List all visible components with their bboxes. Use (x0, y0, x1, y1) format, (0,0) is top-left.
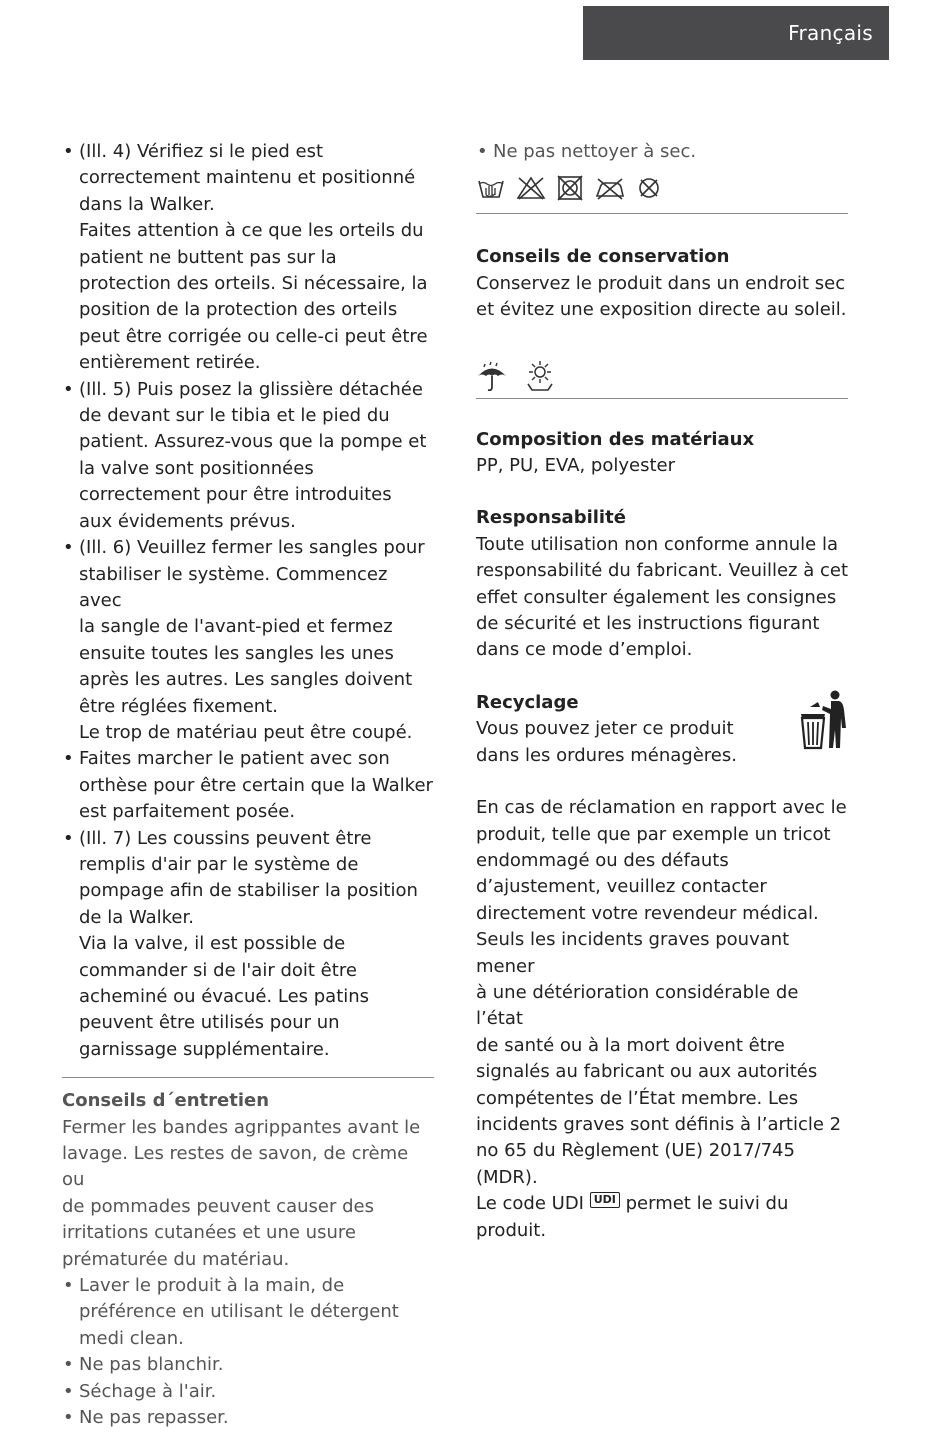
complaint-section (476, 795, 848, 1244)
left-column (62, 139, 434, 1432)
text-line: lavage. Les restes de savon, de crème ou (62, 1143, 409, 1191)
text-line: directement votre revendeur médical. (476, 902, 819, 924)
text-line: orthèse pour être certain que la Walker (79, 774, 433, 796)
text-line: patient. Assurez-vous que la pompe et (79, 431, 427, 453)
list-item (62, 377, 434, 535)
no-dry-clean-icon (636, 175, 662, 201)
list-item (62, 1273, 434, 1352)
list-item (62, 139, 434, 377)
text-line: incidents graves sont définis à l’article 2 (476, 1113, 842, 1135)
text-line: Conservez le produit dans un endroit sec (476, 272, 846, 294)
text-line: • Ne pas repasser. (79, 1407, 229, 1429)
udi-line (476, 1191, 848, 1217)
no-tumble-dry-icon (556, 175, 584, 201)
text-line: remplis d'air par le système de (79, 853, 359, 875)
text-line: • (Ill. 5) Puis posez la glissière détachée (79, 378, 423, 400)
text-line: de sécurité et les instructions figurant (476, 613, 820, 635)
udi-text-after: permet le suivi du (625, 1193, 789, 1215)
recycling-text (476, 716, 848, 769)
no-bleach-icon (516, 175, 546, 201)
text-line: Seuls les incidents graves pouvant mener (476, 929, 790, 977)
text-line: dans les ordures ménagères. (476, 744, 737, 766)
text-line: endommagé ou des défauts (476, 849, 729, 871)
materials-text: PP, PU, EVA, polyester (476, 455, 675, 477)
udi-icon: UDI (590, 1192, 620, 1208)
text-line: • Laver le produit à la main, de (79, 1275, 345, 1297)
text-line: aux évidements prévus. (79, 510, 296, 532)
text-line: Le trop de matériau peut être coupé. (79, 721, 413, 743)
text-line: effet consulter également les consignes (476, 586, 837, 608)
text-line: Faites attention à ce que les orteils du (79, 220, 424, 242)
text-line: après les autres. Les sangles doivent (79, 669, 413, 691)
instruction-list (62, 139, 434, 1063)
text-line: En cas de réclamation en rapport avec le (476, 797, 847, 819)
text-line: • (Ill. 7) Les coussins peuvent être (79, 827, 372, 849)
care-list (62, 1273, 434, 1431)
text-line: medi clean. (79, 1327, 184, 1349)
text-line: produit, telle que par exemple un tricot (476, 823, 831, 845)
text-line: entièrement retirée. (79, 352, 261, 374)
text-line: commander si de l'air doit être (79, 959, 357, 981)
liability-heading: Responsabilité (476, 507, 626, 529)
text-line: Vous pouvez jeter ce produit (476, 718, 734, 740)
text-line: est parfaitement posée. (79, 801, 296, 823)
text-line: • Séchage à l'air. (79, 1380, 217, 1402)
language-tab: Français (583, 6, 889, 60)
text-line: stabiliser le système. Commencez avec (79, 563, 388, 611)
liability-section (476, 505, 848, 663)
care-heading: Conseils d´entretien (62, 1090, 270, 1112)
text-line: • Ne pas blanchir. (79, 1354, 224, 1376)
divider (476, 398, 848, 399)
text-line: de devant sur le tibia et le pied du (79, 405, 390, 427)
text-line: être réglées fixement. (79, 695, 278, 717)
text-line: position de la protection des orteils (79, 299, 398, 321)
text-line: de santé ou à la mort doivent être (476, 1034, 785, 1056)
right-column (476, 139, 848, 1244)
hand-wash-icon (476, 175, 506, 201)
storage-heading: Conseils de conservation (476, 246, 730, 268)
storage-text (476, 271, 848, 324)
recycling-section (476, 690, 848, 769)
text-line: signalés au fabricant ou aux autorités (476, 1061, 818, 1083)
divider (476, 213, 848, 214)
care-intro (62, 1115, 434, 1273)
udi-text-before: Le code UDI (476, 1193, 584, 1215)
list-item (62, 1352, 434, 1378)
liability-text (476, 532, 848, 664)
text-line: peut être corrigée ou celle-ci peut être (79, 325, 428, 347)
text-line: à une détérioration considérable de l’état (476, 981, 799, 1030)
list-item (62, 746, 434, 825)
list-item (62, 1379, 434, 1405)
text-line: garnissage supplémentaire. (79, 1038, 330, 1060)
text-line: dans la Walker. (79, 193, 215, 215)
text-line: la valve sont positionnées (79, 457, 314, 479)
care-section (62, 1088, 434, 1431)
care-symbols (476, 171, 848, 205)
text-line: compétentes de l’État membre. Les (476, 1087, 799, 1109)
text-line: • (Ill. 6) Veuillez fermer les sangles pour (79, 537, 425, 559)
text-line: pompage afin de stabiliser la position (79, 880, 418, 902)
text-line: • (Ill. 4) Vérifiez si le pied est (79, 141, 324, 162)
trash-bin-icon (798, 690, 850, 754)
no-iron-icon (594, 175, 626, 201)
text-line: acheminé ou évacué. Les patins (79, 986, 370, 1007)
text-line: de pommades peuvent causer des (62, 1195, 374, 1217)
text-line: ensuite toutes les sangles les unes (79, 642, 394, 664)
text-line: responsabilité du fabricant. Veuillez à cet (476, 560, 849, 582)
storage-section (476, 244, 848, 323)
list-item (62, 535, 434, 746)
text-line: Fermer les bandes agrippantes avant le (62, 1116, 421, 1138)
text-line: dans ce mode d’emploi. (476, 639, 693, 661)
text-line: préférence en utilisant le détergent (79, 1301, 399, 1323)
complaint-text (476, 795, 848, 1191)
recycling-heading: Recyclage (476, 691, 579, 713)
text-line: correctement pour être introduites (79, 484, 392, 506)
keep-away-from-sunlight-icon (522, 360, 558, 394)
text-line: • Faites marcher le patient avec son (79, 748, 390, 770)
text-line: irritations cutanées et une usure (62, 1222, 356, 1244)
text-line: patient ne buttent pas sur la (79, 246, 337, 268)
complaint-last-line: produit. (476, 1219, 547, 1241)
text-line: de la Walker. (79, 906, 194, 928)
text-line: la sangle de l'avant-pied et fermez (79, 616, 393, 638)
list-item (62, 1405, 434, 1431)
text-line: correctement maintenu et positionné (79, 167, 416, 189)
list-item: • Ne pas nettoyer à sec. (476, 139, 848, 165)
storage-symbols (476, 360, 848, 394)
text-line: et évitez une exposition directe au soleil. (476, 299, 847, 321)
text-line: Toute utilisation non conforme annule la (476, 533, 839, 555)
list-item (62, 826, 434, 1064)
materials-heading: Composition des matériaux (476, 428, 755, 450)
text-line: no 65 du Règlement (UE) 2017/745 (MDR). (476, 1140, 795, 1188)
text-line: prématurée du matériau. (62, 1248, 290, 1270)
materials-section (476, 427, 848, 480)
keep-dry-icon (476, 361, 508, 393)
text-line: Via la valve, il est possible de (79, 933, 346, 955)
text-line: d’ajustement, veuillez contacter (476, 876, 767, 898)
text-line: protection des orteils. Si nécessaire, la (79, 273, 428, 295)
text-line: peuvent être utilisés pour un (79, 1012, 340, 1034)
divider (62, 1077, 434, 1078)
dry-clean-list (476, 139, 848, 165)
